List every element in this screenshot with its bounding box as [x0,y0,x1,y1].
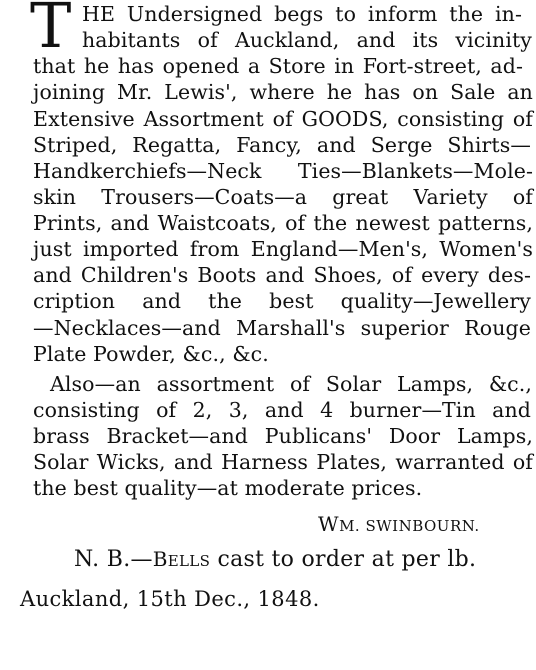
drop-cap: T [30,0,72,62]
ad-line: just imported from England—Men's, Women's [33,237,533,261]
ad-line: joining Mr. Lewis', where he has on Sale an [33,80,533,104]
ad-line: Solar Wicks, and Harness Plates, warranted of [33,450,533,474]
ad-line: Striped, Regatta, Fancy, and Serge Shirts— [33,133,531,157]
ad-line: Extensive Assortment of GOODS, consisting of [33,107,533,131]
nb-suffix: cast to order at per lb. [210,547,477,572]
ad-line: Prints, and Waistcoats, of the newest patterns, [33,211,533,235]
ad-line: brass Bracket—and Publicans' Door Lamps, [33,424,533,448]
ad-line: HE Undersigned begs to inform the in- [82,2,522,26]
ad-line: that he has opened a Store in Fort-street, ad- [33,54,523,78]
bells-rest: ELLS [167,552,211,570]
ad-line: habitants of Auckland, and its vicinity [82,28,532,52]
ad-line: the best quality—at moderate prices. [33,476,423,500]
bells-initial: B [152,547,168,571]
ad-line: and Children's Boots and Shoes, of every des- [33,263,531,287]
signature [318,512,480,538]
ad-line: —Necklaces—and Marshall's superior Rouge [33,316,531,340]
dateline: Auckland, 15th Dec., 1848. [20,587,320,611]
ad-line: Handkerchiefs—Neck Ties—Blankets—Mole- [33,159,533,183]
nota-bene [74,547,476,573]
ad-line: skin Trousers—Coats—a great Variety of [33,185,533,209]
ad-line: Plate Powder, &c., &c. [33,342,269,366]
ad-line: cription and the best quality—Jewellery [33,289,531,313]
signature-initial: W [318,512,340,536]
nb-prefix: N. B.— [74,547,153,572]
ad-line: consisting of 2, 3, and 4 burner—Tin and [33,398,531,422]
ad-line: Also—an assortment of Solar Lamps, &c., [50,372,532,396]
signature-name: M. SWINBOURN. [339,517,480,535]
